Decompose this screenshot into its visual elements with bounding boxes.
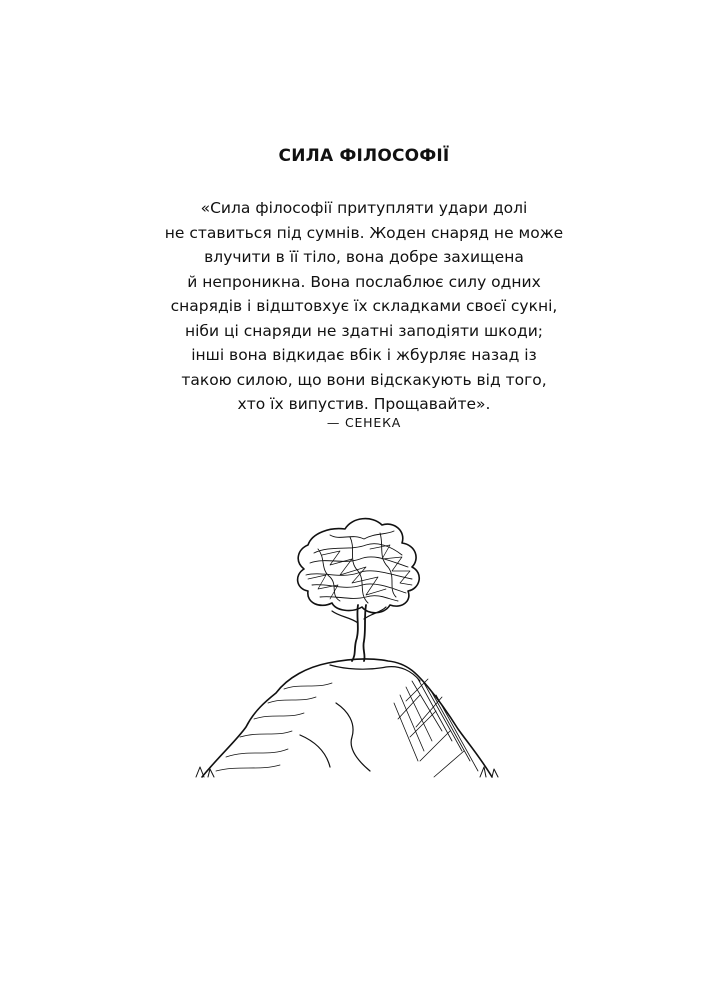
quote-line: інші вона відкидає вбік і жбурляє назад із: [191, 346, 537, 364]
tree-trunk: [352, 605, 366, 661]
quote-author: — СЕНЕКА: [326, 415, 402, 430]
quote-line: хто їх випустив. Прощавайте».: [237, 395, 491, 413]
tree-canopy: [298, 519, 420, 613]
quote-block: [0, 196, 728, 417]
quote-line: снарядів і відштовхує їх складками своєї сукні,: [170, 297, 558, 315]
rock-crevice: [300, 703, 370, 771]
quote-line: влучити в її тіло, вона добре захищена: [204, 248, 524, 266]
grass-tufts: [196, 767, 498, 777]
quote-line: ніби ці снаряди не здатні заподіяти шкоди;: [184, 321, 544, 340]
quote-line: «Сила філософії притупляти удари долі: [200, 199, 528, 217]
tree-on-rock-icon: [180, 505, 510, 795]
rock-hatching-left: [216, 683, 332, 771]
quote-line: не ставиться під сумнів. Жоден снаряд не може: [164, 223, 564, 242]
quote-line: й непроникна. Вона послаблює силу одних: [187, 272, 541, 291]
page-title: СИЛА ФІЛОСОФІЇ: [278, 146, 450, 166]
quote-line: такою силою, що вони відскакують від того,: [181, 370, 547, 389]
canopy-shading: [306, 531, 412, 603]
rock-hatching-right: [394, 679, 478, 777]
